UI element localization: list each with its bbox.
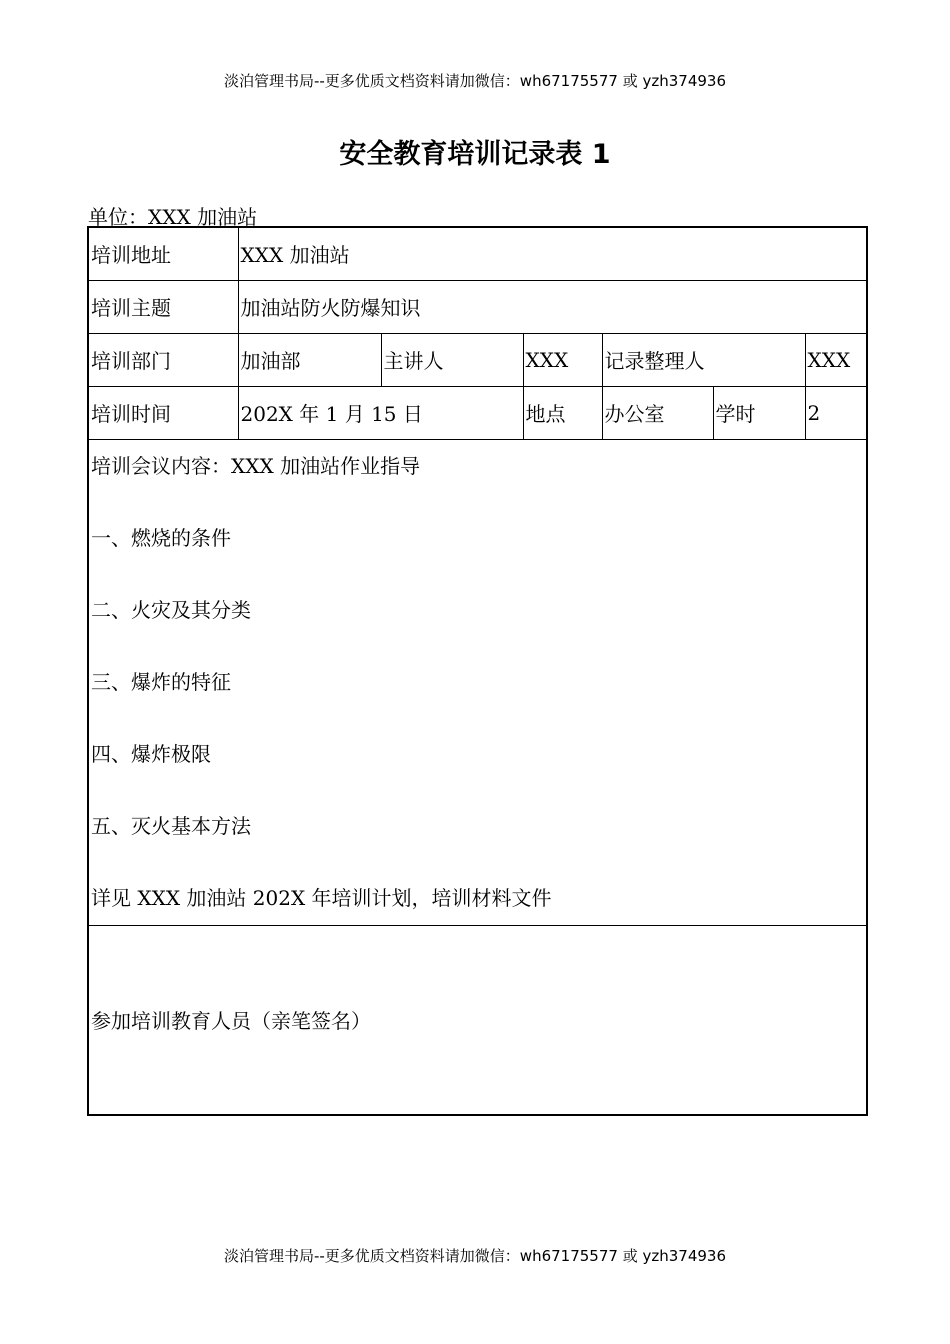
time-value: 202X 年 1 月 15 日 xyxy=(238,386,523,439)
department-value: 加油部 xyxy=(238,333,381,386)
row-department xyxy=(88,333,867,386)
row-content xyxy=(88,439,867,925)
row-topic xyxy=(88,280,867,333)
content-heading: 培训会议内容：XXX 加油站作业指导 xyxy=(91,454,421,478)
address-label: 培训地址 xyxy=(88,227,238,280)
speaker-value: XXX xyxy=(523,333,602,386)
content-item: 三、爆炸的特征 xyxy=(91,670,231,694)
content-item: 四、爆炸极限 xyxy=(91,742,211,766)
hours-value: 2 xyxy=(805,386,867,439)
header-note: 淡泊管理书局--更多优质文档资料请加微信：wh67175577 或 yzh374936 xyxy=(223,72,726,90)
unit-line: 单位：XXX 加油站 xyxy=(88,205,258,229)
speaker-label: 主讲人 xyxy=(381,333,523,386)
content-item: 五、灭火基本方法 xyxy=(91,814,251,838)
row-time xyxy=(88,386,867,439)
row-signature xyxy=(88,925,867,1115)
place-label: 地点 xyxy=(523,386,602,439)
row-address xyxy=(88,227,867,280)
place-value: 办公室 xyxy=(602,386,713,439)
recorder-value: XXX xyxy=(805,333,867,386)
address-value: XXX 加油站 xyxy=(238,227,867,280)
topic-label: 培训主题 xyxy=(88,280,238,333)
department-label: 培训部门 xyxy=(88,333,238,386)
content-item: 一、燃烧的条件 xyxy=(91,526,231,550)
content-closing: 详见 XXX 加油站 202X 年培训计划，培训材料文件 xyxy=(91,886,552,910)
training-record-table xyxy=(87,226,868,1116)
time-label: 培训时间 xyxy=(88,386,238,439)
topic-value: 加油站防火防爆知识 xyxy=(238,280,867,333)
training-content-cell xyxy=(88,439,867,925)
content-item: 二、火灾及其分类 xyxy=(91,598,251,622)
recorder-label: 记录整理人 xyxy=(602,333,805,386)
signature-cell: 参加培训教育人员（亲笔签名） xyxy=(88,925,867,1115)
document-title: 安全教育培训记录表 1 xyxy=(339,139,611,170)
hours-label: 学时 xyxy=(713,386,805,439)
footer-note: 淡泊管理书局--更多优质文档资料请加微信：wh67175577 或 yzh374936 xyxy=(223,1247,726,1265)
